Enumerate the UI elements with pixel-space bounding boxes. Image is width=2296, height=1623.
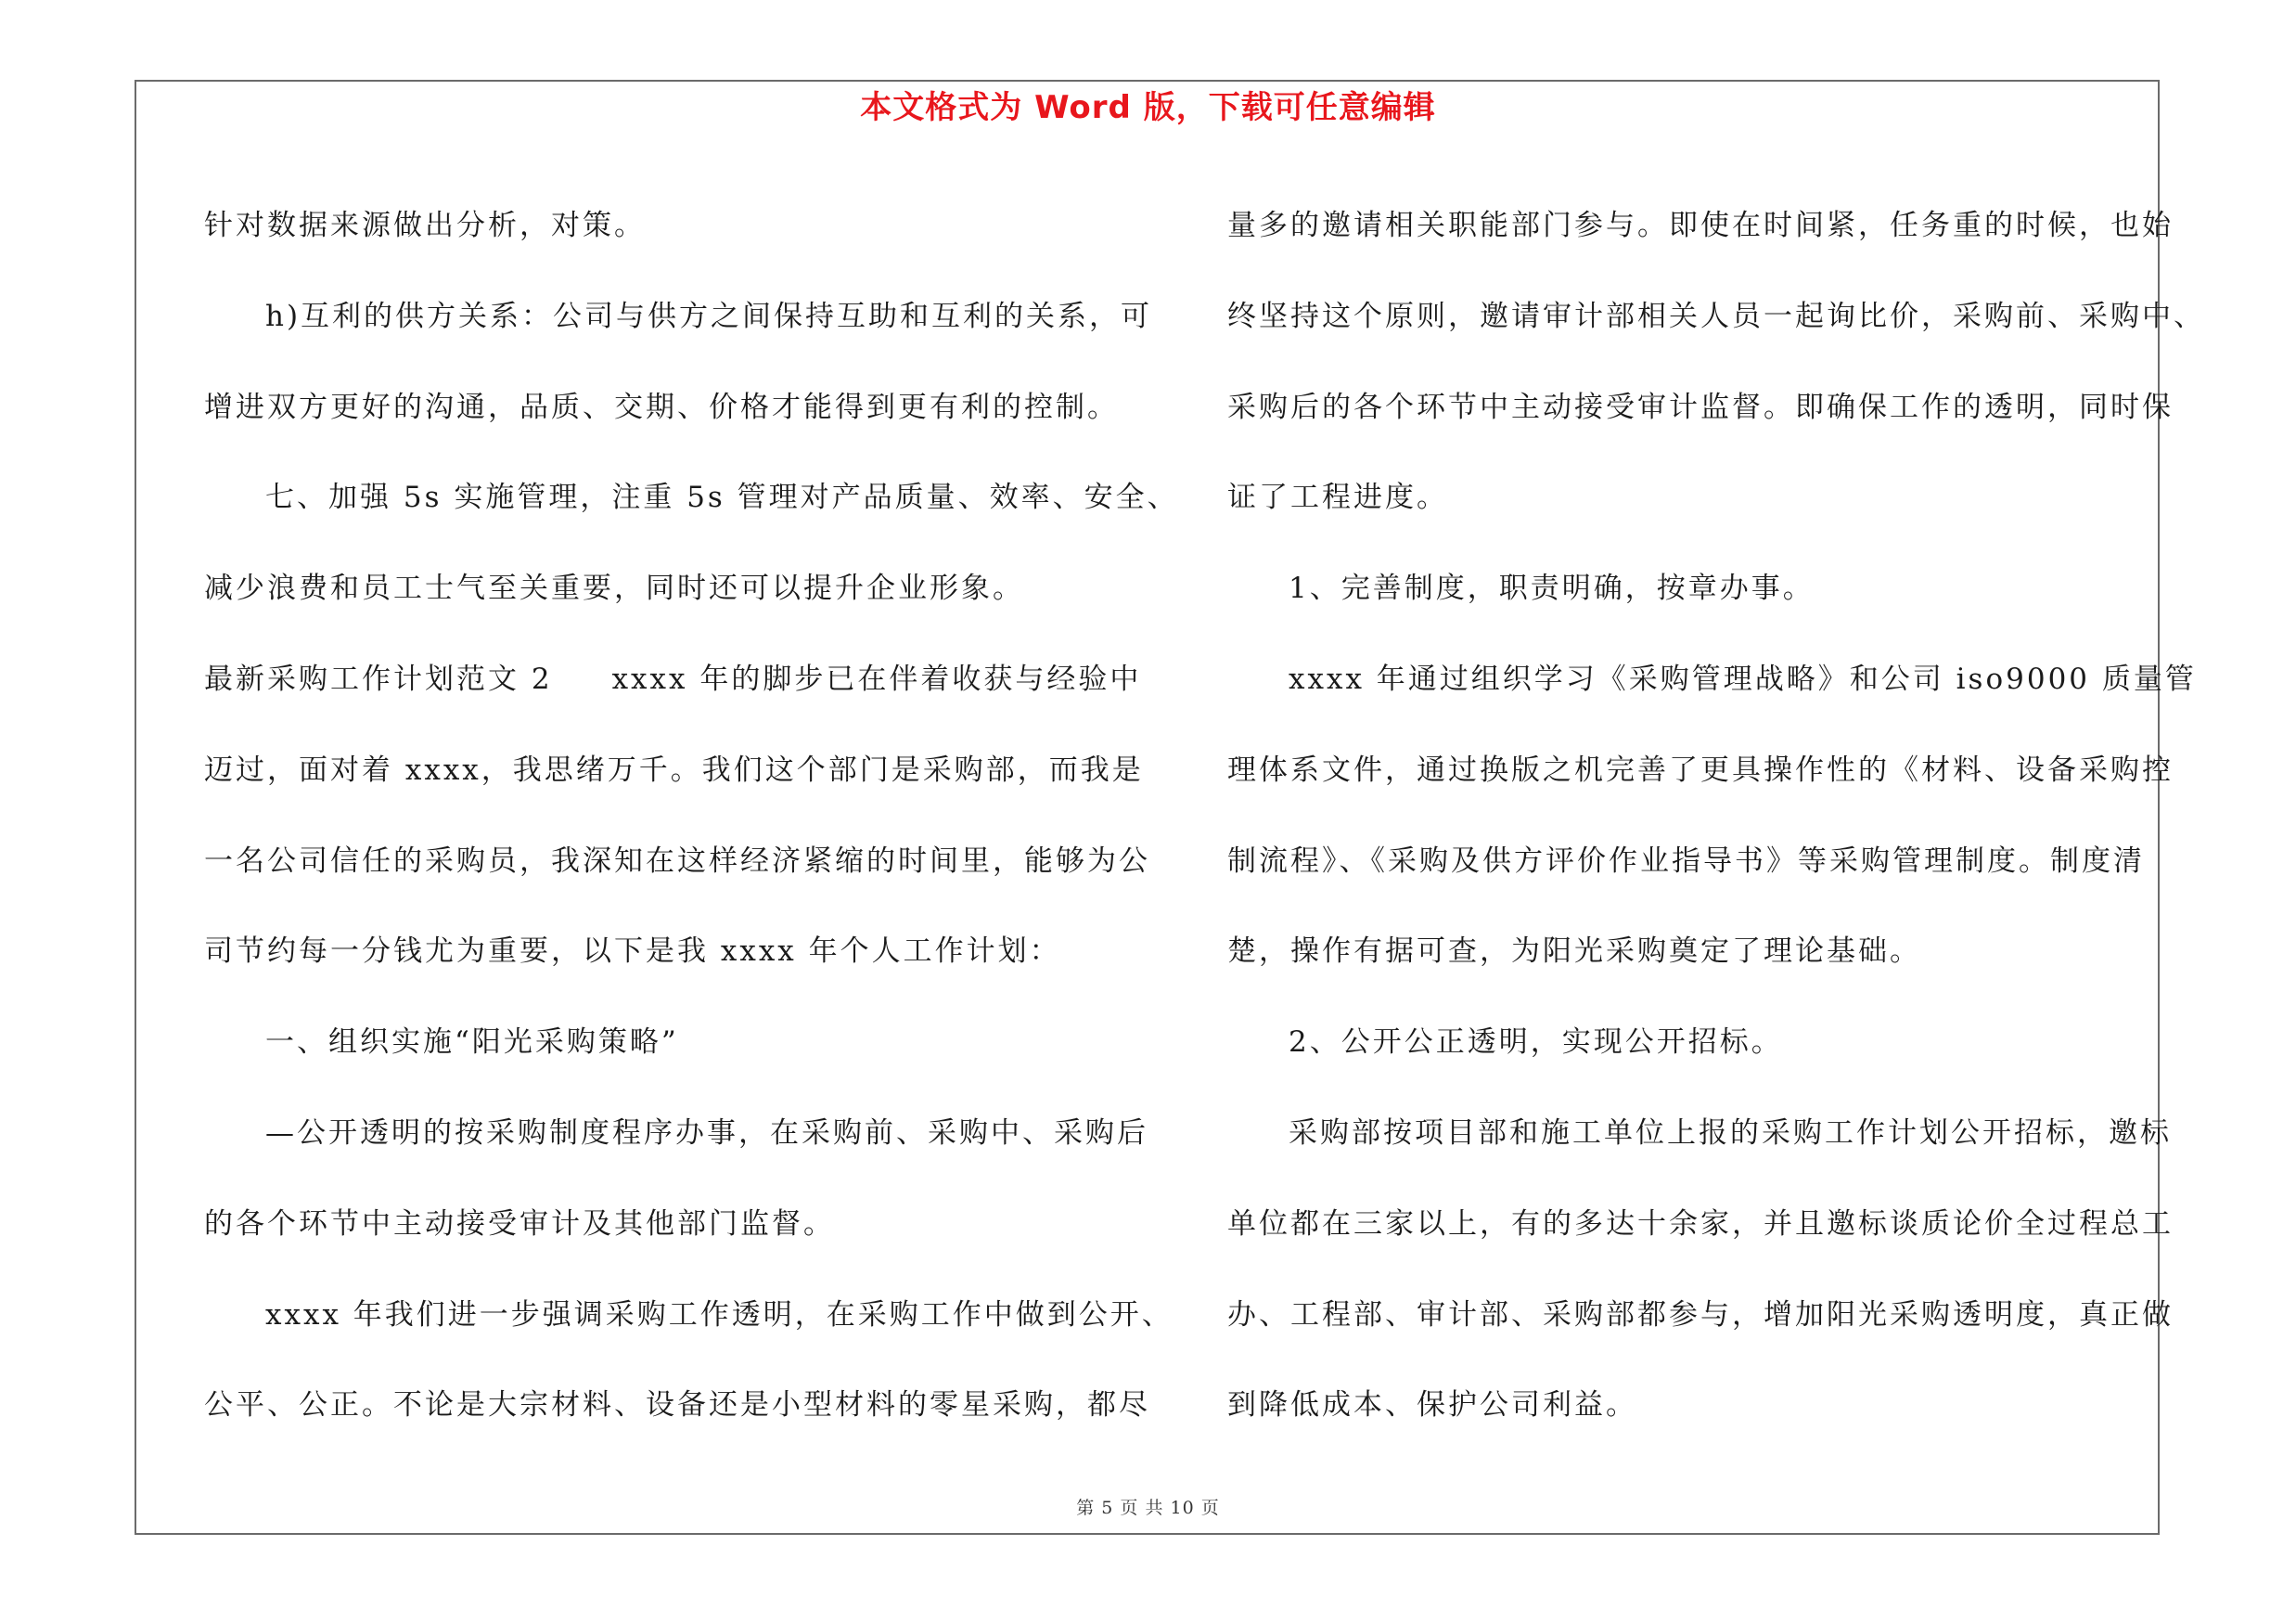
right-line: 制流程》、《采购及供方评价作业指导书》等采购管理制度。制度清 xyxy=(1227,844,2145,878)
section-heading: 最新采购工作计划范文 2 xyxy=(204,662,553,696)
left-line: 增进双方更好的沟通，品质、交期、价格才能得到更有利的控制。 xyxy=(204,390,1119,424)
right-line: 量多的邀请相关职能部门参与。即使在时间紧，任务重的时候，也始 xyxy=(1227,209,2174,242)
left-line: xxxx 年我们进一步强调采购工作透明，在采购工作中做到公开、 xyxy=(265,1297,1174,1332)
left-line: 公平、公正。不论是大宗材料、设备还是小型材料的零星采购，都尽 xyxy=(204,1388,1150,1423)
right-line: 到降低成本、保护公司利益。 xyxy=(1227,1388,1637,1423)
right-line: 证了工程进度。 xyxy=(1227,481,1448,515)
right-line: 办、工程部、审计部、采购部都参与，增加阳光采购透明度，真正做 xyxy=(1227,1297,2174,1332)
left-line: 一、组织实施“阳光采购策略” xyxy=(265,1025,679,1060)
format-notice-banner: 本文格式为 Word 版，下载可任意编辑 xyxy=(860,89,1436,126)
right-line: 楚，操作有据可查，为阳光采购奠定了理论基础。 xyxy=(1227,934,1921,969)
right-line: 2、公开公正透明，实现公开招标。 xyxy=(1289,1025,1783,1060)
left-line: h)互利的供方关系：公司与供方之间保持互助和互利的关系，可 xyxy=(265,299,1153,333)
right-line: 理体系文件，通过换版之机完善了更具操作性的《材料、设备采购控 xyxy=(1227,753,2174,787)
left-line: 针对数据来源做出分析，对策。 xyxy=(204,209,646,242)
right-line: 采购部按项目部和施工单位上报的采购工作计划公开招标，邀标 xyxy=(1289,1115,2172,1150)
left-line: 七、加强 5s 实施管理，注重 5s 管理对产品质量、效率、安全、 xyxy=(265,481,1179,515)
left-line: 一名公司信任的采购员，我深知在这样经济紧缩的时间里，能够为公 xyxy=(204,844,1150,878)
left-line: —公开透明的按采购制度程序办事，在采购前、采购中、采购后 xyxy=(265,1115,1148,1150)
page-number-footer: 第 5 页 共 10 页 xyxy=(1076,1498,1220,1518)
right-line: 终坚持这个原则，邀请审计部相关人员一起询比价，采购前、采购中、 xyxy=(1227,299,2205,333)
right-line: 单位都在三家以上，有的多达十余家，并且邀标谈质论价全过程总工 xyxy=(1227,1206,2174,1241)
right-line: xxxx 年通过组织学习《采购管理战略》和公司 iso9000 质量管 xyxy=(1289,662,2197,696)
paragraph-start: xxxx 年的脚步已在伴着收获与经验中 xyxy=(611,662,1142,696)
right-line: 采购后的各个环节中主动接受审计监督。即确保工作的透明，同时保 xyxy=(1227,390,2174,424)
right-column xyxy=(1227,181,2205,1451)
left-line: 司节约每一分钱尤为重要，以下是我 xxxx 年个人工作计划： xyxy=(204,934,1061,969)
left-line: 减少浪费和员工士气至关重要，同时还可以提升企业形象。 xyxy=(204,572,1024,606)
left-column xyxy=(204,181,1179,1451)
left-line: 的各个环节中主动接受审计及其他部门监督。 xyxy=(204,1206,835,1241)
left-line: 迈过，面对着 xxxx，我思绪万千。我们这个部门是采购部，而我是 xyxy=(204,753,1144,787)
right-line: 1、完善制度，职责明确，按章办事。 xyxy=(1289,572,1815,606)
left-line-heading xyxy=(204,635,1141,726)
